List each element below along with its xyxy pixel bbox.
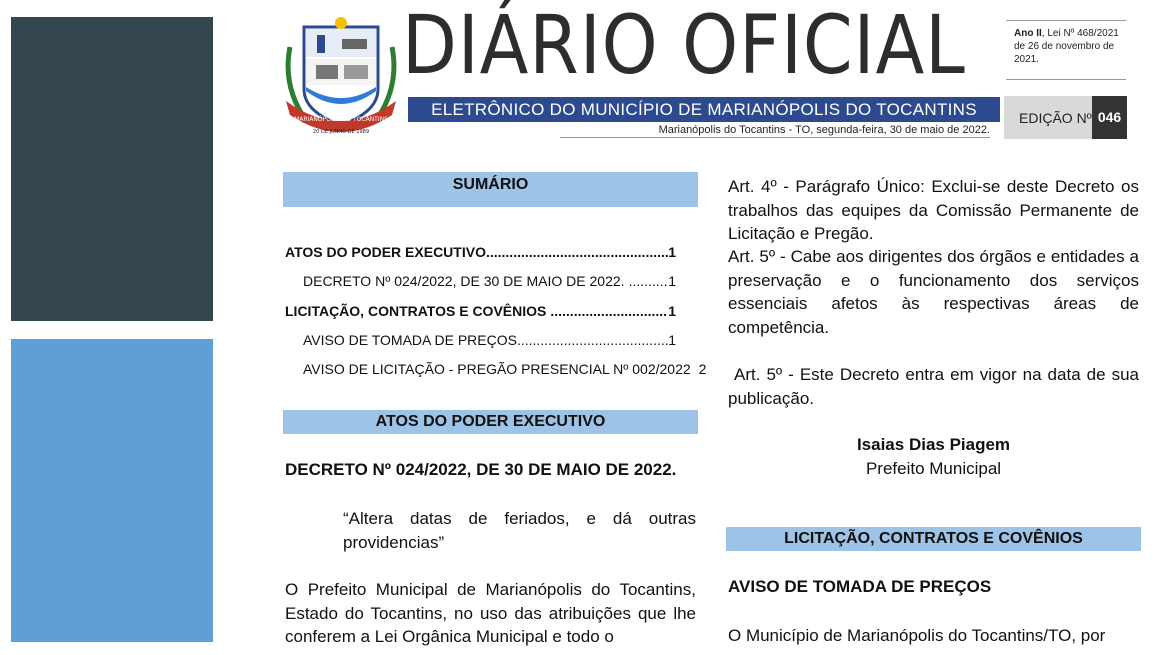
issue-info (1006, 20, 1126, 80)
edition-number: 046 (1092, 96, 1127, 139)
municipal-crest-logo (282, 17, 400, 135)
decree-summary: “Altera datas de feriados, e dá outras providencias” (343, 509, 696, 552)
summary-entry-page: 1 (668, 244, 676, 260)
summary-entry-page: 1 (668, 332, 676, 348)
summary-entry[interactable] (285, 244, 676, 260)
article-5-effective: Art. 5º - Este Decreto entra em vigor na data de sua publicação. (728, 365, 1144, 408)
section-heading-executive: ATOS DO PODER EXECUTIVO (283, 410, 698, 434)
article-5-services: Art. 5º - Cabe aos dirigentes dos órgãos e entidades a preservação e o funcionamento dos serviços essenciais afetos às respectivas áreas de competência. (728, 247, 1139, 337)
side-panel-blue (11, 339, 213, 642)
summary-entry-page: 1 (668, 303, 676, 319)
summary-entry-label: AVISO DE LICITAÇÃO - PREGÃO PRESENCIAL Nº 002/2022 (303, 361, 691, 377)
masthead-title: DIÁRIO OFICIAL (402, 0, 966, 93)
summary-entry-label: DECRETO Nº 024/2022, DE 30 DE MAIO DE 2022. (303, 273, 625, 289)
summary-entry[interactable] (303, 361, 707, 377)
edition-label: EDIÇÃO Nº (1019, 110, 1092, 126)
section-heading-bidding: LICITAÇÃO, CONTRATOS E COVÊNIOS (726, 527, 1141, 551)
issue-law: , Lei Nº 468/2021 de 26 de novembro de 2021. (1014, 28, 1119, 65)
summary-entry-page: 2 (698, 361, 707, 377)
edition-box (1004, 96, 1127, 139)
summary-entry-label: AVISO DE TOMADA DE PREÇOS (303, 332, 517, 348)
crest-banner-text: MARIANÓPOLIS DO TOCANTINS (294, 116, 388, 123)
summary-heading: SUMÁRIO (283, 172, 698, 207)
decree-preamble: O Prefeito Municipal de Marianópolis do Tocantins, Estado do Tocantins, no uso das atribuições que lhe conferem a Lei Orgânica Municipal e todo o (285, 580, 696, 646)
side-panel-dark (11, 17, 213, 321)
summary-entry[interactable] (303, 332, 676, 348)
notice-text: O Município de Marianópolis do Tocantins/TO, por (728, 626, 1106, 645)
summary-entry-label: LICITAÇÃO, CONTRATOS E COVÊNIOS (285, 303, 547, 319)
notice-title: AVISO DE TOMADA DE PREÇOS (728, 577, 992, 596)
summary-entry[interactable] (285, 303, 676, 319)
signer-name: Isaias Dias Piagem (856, 435, 1011, 454)
issue-year: Ano II (1014, 28, 1042, 39)
masthead-subtitle: ELETRÔNICO DO MUNICÍPIO DE MARIANÓPOLIS DO TOCANTINS (408, 97, 1000, 122)
summary-entry[interactable] (303, 273, 676, 289)
dateline: Marianópolis do Tocantins - TO, segunda-feira, 30 de maio de 2022. (560, 124, 990, 138)
article-4: Art. 4º - Parágrafo Único: Exclui-se deste Decreto os trabalhos das equipes da Comissão Permanente de Licitação e Pregão. (728, 177, 1139, 243)
signer-title: Prefeito Municipal (865, 459, 1002, 478)
summary-entry-page: 1 (668, 273, 676, 289)
summary-entry-label: ATOS DO PODER EXECUTIVO (285, 244, 486, 260)
decree-title: DECRETO Nº 024/2022, DE 30 DE MAIO DE 2022. (285, 460, 677, 479)
crest-date-text: 20 DE JUNHO DE 1989 (312, 129, 370, 135)
